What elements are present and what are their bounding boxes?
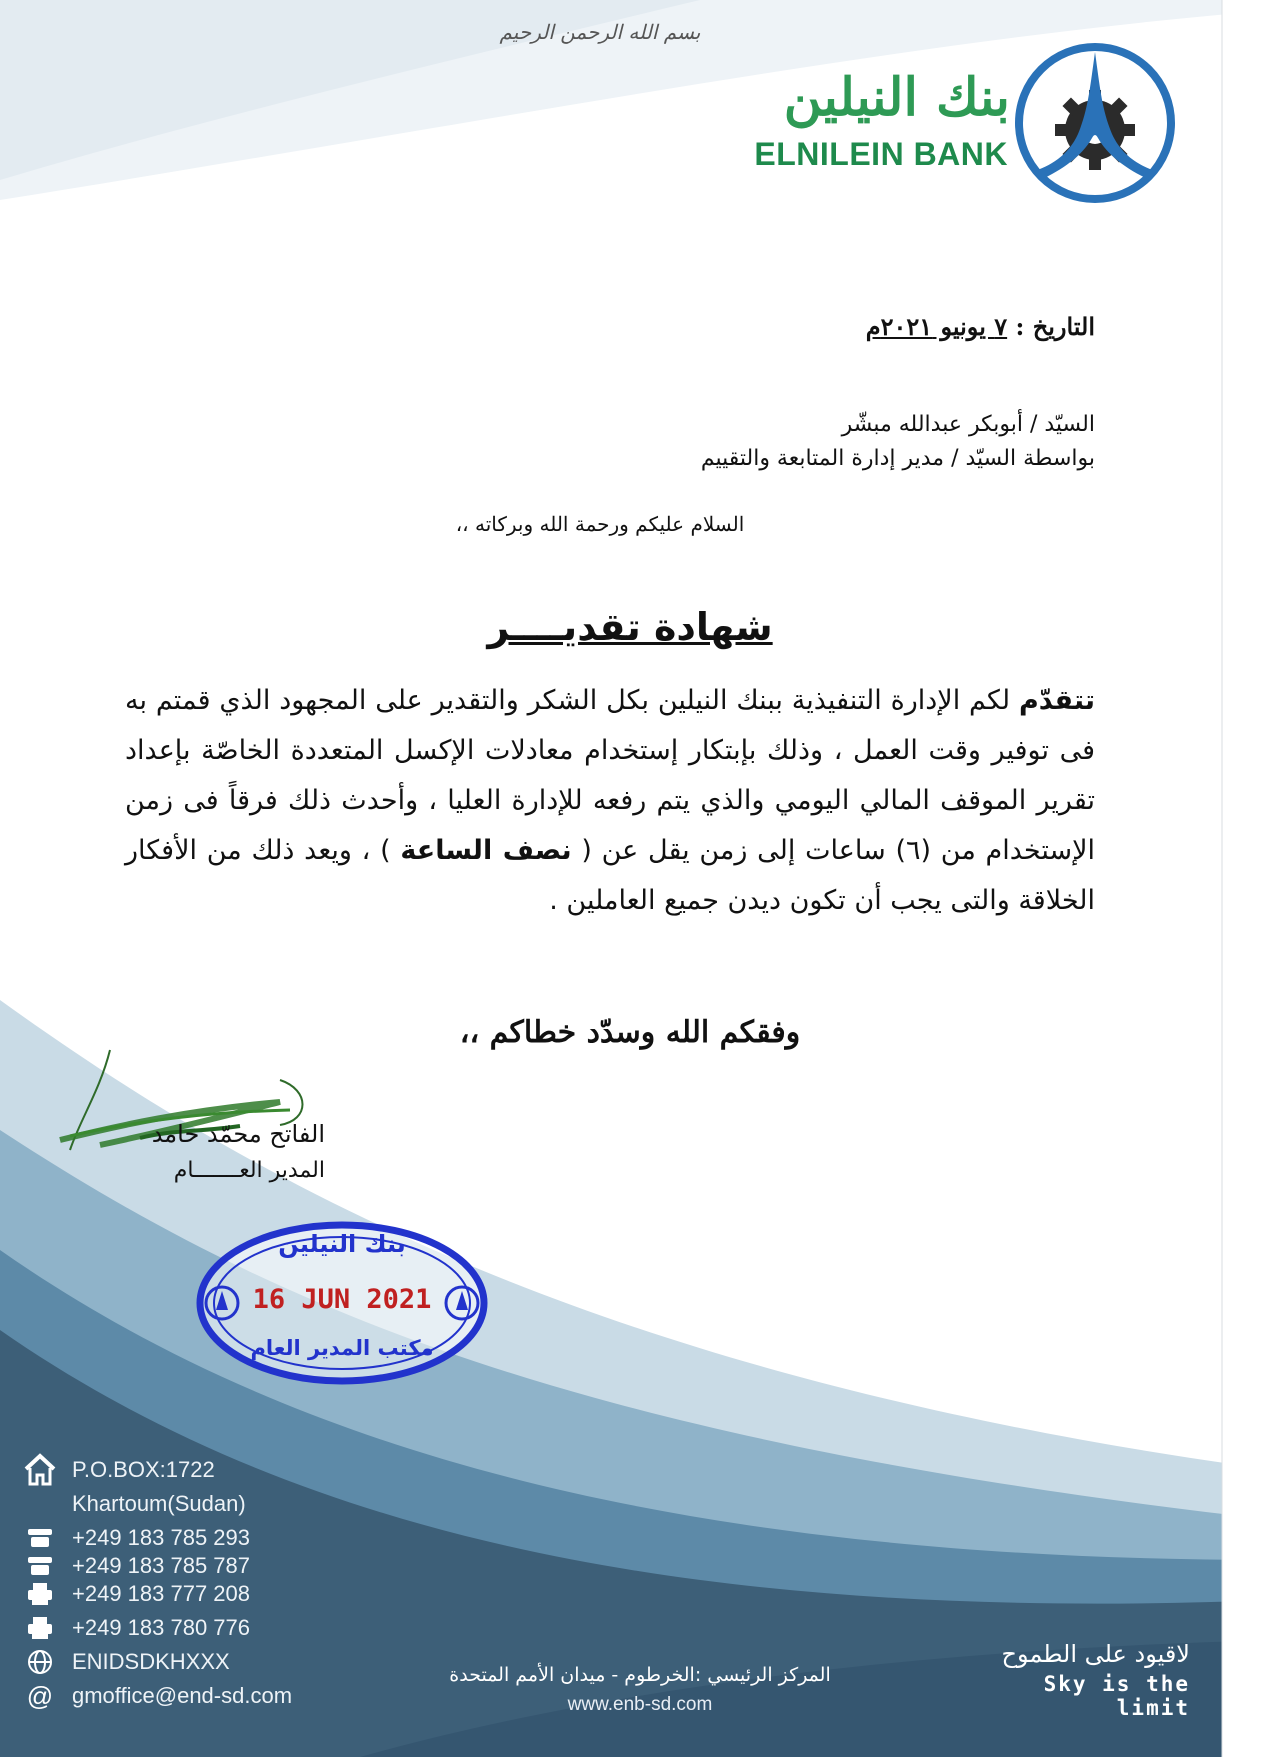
date-label: التاريخ :: [1015, 312, 1095, 341]
phone-number: +249 183 785 787: [72, 1553, 251, 1578]
recipient-line: السيّد / أبوبكر عبدالله مبشّر: [841, 412, 1095, 437]
stamp-top-text: بنك النيلين: [278, 1230, 406, 1258]
letter-date: [866, 312, 1095, 341]
body-lead: تتقدّم: [1019, 685, 1095, 716]
head-office-address: المركز الرئيسي :الخرطوم - ميدان الأمم المتحدة: [449, 1664, 831, 1686]
contact-phone-1: [22, 1523, 250, 1553]
contact-phone-2: [22, 1551, 250, 1581]
basmala: بسم الله الرحمن الرحيم: [499, 20, 701, 44]
contact-pobox: P.O.BOX:1722: [72, 1457, 215, 1482]
fax-icon: [22, 1580, 58, 1608]
via-line: بواسطة السيّد / مدير إدارة المتابعة والتقييم: [700, 446, 1095, 471]
certificate-title: شهادة تقديــــر: [487, 605, 773, 649]
slogan-english: Sky is the limit: [1043, 1672, 1190, 1720]
closing-line: وفقكم الله وسدّد خطاكم ،،: [459, 1015, 801, 1050]
phone-number: +249 183 785 293: [72, 1525, 251, 1550]
body-part-2: ) ، ويعد ذلك من الأفكار الخلاقة والتى يجب أن تكون ديدن جميع العاملين .: [125, 835, 1095, 916]
slogan-arabic: لاقيود على الطموح: [1001, 1640, 1190, 1668]
email-address: gmoffice@end-sd.com: [72, 1683, 293, 1708]
signer-title: المدير العـــــــام: [173, 1158, 325, 1183]
at-icon: @: [26, 1680, 54, 1711]
bank-logo-icon: [1010, 38, 1180, 208]
globe-icon: [22, 1648, 58, 1676]
house-icon: [22, 1456, 58, 1484]
body-bold-duration: نصف الساعة: [400, 835, 572, 866]
fax-number: +249 183 777 208: [72, 1581, 251, 1606]
contact-city: [72, 1489, 246, 1519]
bank-name-arabic: بنك النيلين: [783, 67, 1010, 128]
website: www.enb-sd.com: [567, 1694, 713, 1715]
date-value: ٧ يونيو ٢٠٢١م: [865, 312, 1008, 341]
contact-fax-1: [22, 1579, 250, 1609]
signer-name: الفاتح محمّد حامد: [151, 1120, 325, 1148]
certificate-body: [125, 676, 1095, 926]
contact-address: [22, 1455, 215, 1485]
stamp-bottom-text: مكتب المدير العام: [250, 1336, 434, 1360]
stamp-date: 16 JUN 2021: [252, 1284, 432, 1315]
swift-code: ENIDSDKHXXX: [72, 1649, 230, 1674]
body-part-1: لكم الإدارة التنفيذية ببنك النيلين بكل الشكر والتقدير على المجهود الذي قمتم به فى توفير وقت العمل ، وذلك بإبتكار إستخدام معادلات الإكسل المتعددة الخاصّة بإعداد تقرير الموقف المالي اليومي والذي يتم رفعه للإدارة العليا ، وأحدث ذلك فرقاً فى زمن الإستخدام من (٦) ساعات إلى زمن يقل عن (: [125, 685, 1095, 866]
contact-email: [22, 1681, 292, 1711]
contact-city-text: Khartoum(Sudan): [72, 1491, 246, 1516]
bank-name-english: ELNILEIN BANK: [754, 136, 1008, 172]
phone-icon: [22, 1524, 58, 1552]
fax-number: +249 183 780 776: [72, 1615, 251, 1640]
contact-swift: [22, 1647, 230, 1677]
greeting: السلام عليكم ورحمة الله وبركاته ،،: [455, 512, 745, 536]
fax-icon: [22, 1614, 58, 1642]
official-stamp: [192, 1218, 492, 1388]
contact-fax-2: [22, 1613, 250, 1643]
phone-icon: [22, 1552, 58, 1580]
